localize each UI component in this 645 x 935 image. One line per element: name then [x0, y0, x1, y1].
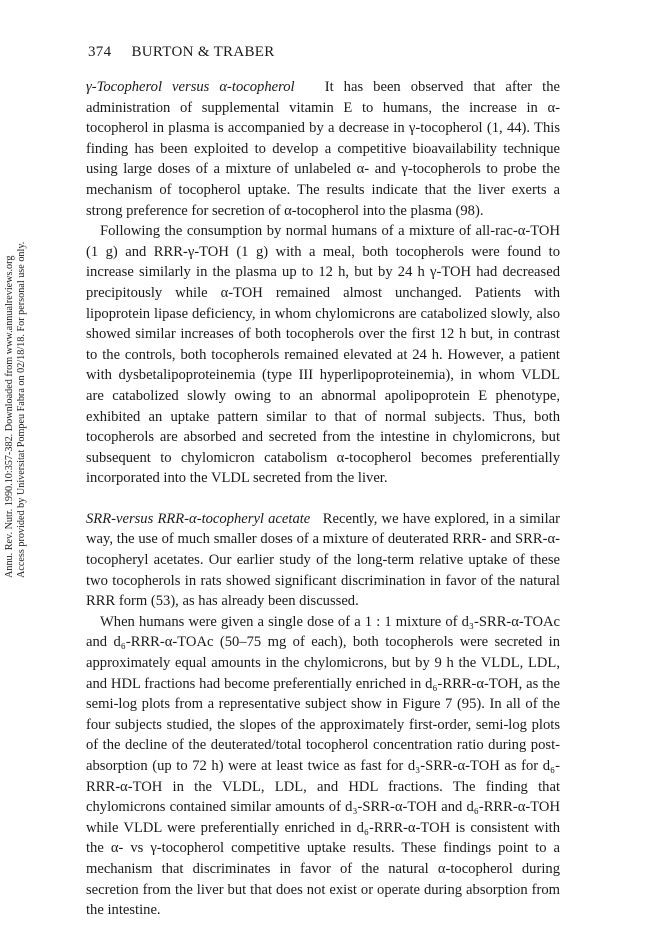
paragraph	[86, 221, 560, 489]
paragraph	[86, 509, 560, 612]
paragraph-text: When humans were given a single dose of a 1 : 1 mixture of d₃-SRR-α-TOAc and d₆-RRR-α-TOAc (50–75 mg of each), both tocopherols were secreted in approximately equal amounts in the chylomicrons, but by 9 h the VLDL, LDL, and HDL fractions had become preferentially enriched in d₆-RRR-α-TOH, as the semi-log plots from a representative subject show in Figure 7 (95). In all of the four subjects studied, the slopes of the approximately first-order, semi-log plots of the decline of the deuterated/total tocopherol concentration ratio during post-absorption (up to 72 h) were at least twice as fast for d₃-SRR-α-TOH as for d₆-RRR-α-TOH in the VLDL, LDL, and HDL fractions. The finding that chylomicrons contained similar amounts of d₃-SRR-α-TOH and d₆-RRR-α-TOH while VLDL were preferentially enriched in d₆-RRR-α-TOH is consistent with the α- vs γ-tocopherol competitive uptake results. These findings point to a mechanism that discriminates in favor of the natural α-tocopherol during secretion from the liver but that does not exist or operate during absorption from the intestine.	[86, 613, 560, 919]
running-title: BURTON & TRABER	[131, 44, 275, 60]
paragraph-text: Following the consumption by normal humans of a mixture of all-rac-α-TOH (1 g) and RRR-γ-TOH (1 g) with a meal, both tocopherols were found to increase similarly in the plasma up to 12 h, but by 24 h γ-TOH had decreased precipitously while α-TOH remained almost unchanged. Patients with lipoprotein lipase deficiency, in whom chylomicrons are catabolized slowly, also showed similar increases of both tocopherols over the first 12 h but, in contrast to the controls, both tocopherols remained elevated at 24 h. However, a patient with dysbetalipoproteinemia (type III hyperlipoproteinemia), in whom VLDL are catabolized slowly owing to an abnormal apolipoprotein E phenotype, exhibited an uptake pattern similar to that of normal subjects. Thus, both tocopherols are absorbed and secreted from the intestine in chylomicrons, but subsequent to chylomicron catabolism α-tocopherol becomes preferentially incorporated into the VLDL secreted from the liver.	[86, 223, 560, 487]
paragraph-text: It has been observed that after the administration of supplemental vitamin E to humans, the increase in α-tocopherol in plasma is accompanied by a decrease in γ-tocopherol (1, 44). This finding has been exploited to develop a competitive bioavailability technique using large doses of a mixture of unlabeled α- and γ-tocopherols to probe the mechanism of tocopherol uptake. The results indicate that the liver exerts a strong preference for secretion of α-tocopherol into the plasma (98).	[86, 79, 560, 219]
section-heading: γ-Tocopherol versus α-tocopherol	[86, 79, 295, 95]
section-heading: SRR-versus RRR-α-tocopheryl acetate	[86, 510, 311, 527]
download-notice-line-1: Annu. Rev. Nutr. 1990.10:357-382. Downloaded from www.annualreviews.org	[4, 255, 15, 578]
download-notice-line-2: Access provided by Universitat Pompeu Fabra on 02/18/18. For personal use only.	[16, 241, 27, 578]
paragraph	[86, 77, 560, 221]
paragraph-text: Recently, we have explored, in a similar way, the use of much smaller doses of a mixture of deuterated RRR- and SRR-α-tocopheryl acetates. Our earlier study of the long-term relative uptake of these two tocopherols in rats showed significant discrimination in favor of the natural RRR form (53), as has already been discussed.	[86, 510, 560, 610]
page-number: 374	[88, 44, 112, 60]
article-body	[86, 77, 560, 921]
running-header	[88, 44, 275, 61]
paragraph	[86, 612, 560, 921]
download-notice	[4, 242, 28, 578]
